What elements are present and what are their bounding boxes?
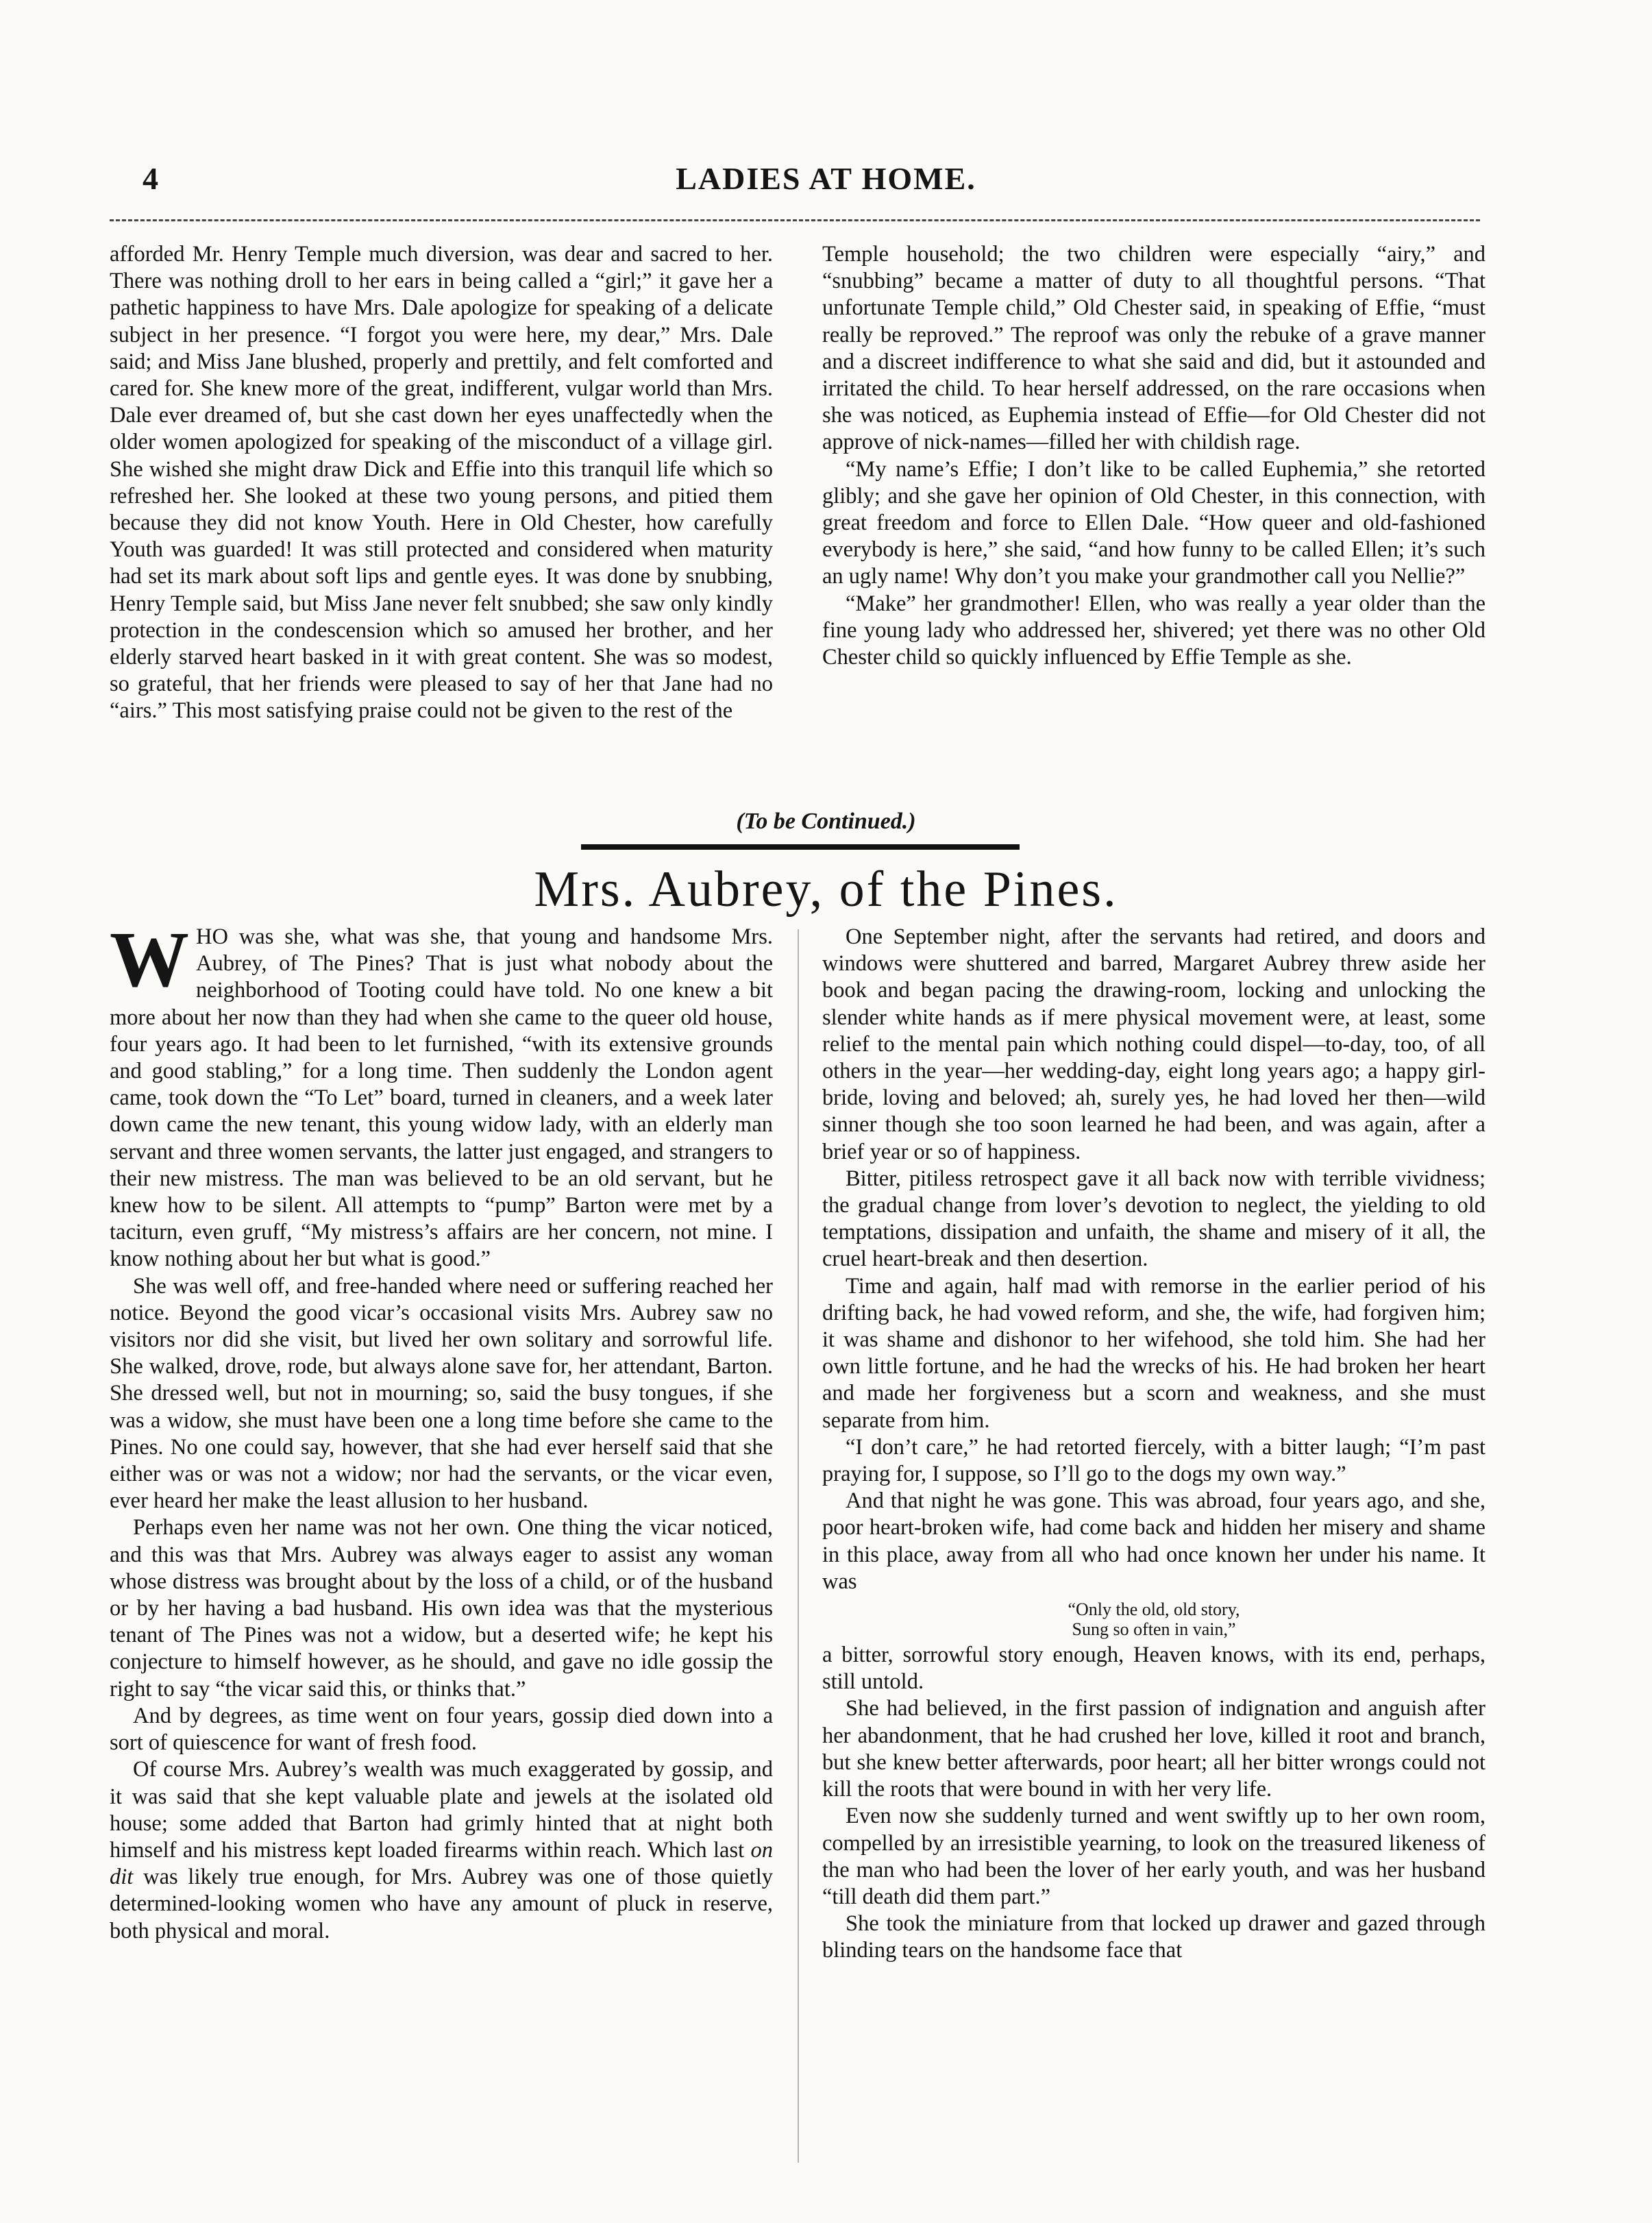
paragraph: [110, 1756, 773, 1944]
article-column-right: [822, 924, 1485, 1965]
paragraph: Even now she suddenly turned and went swiftly up to her own room, compelled by an irresistible yearning, to look on the treasured likeness of the man who had been the lover of her early youth, and was her husband “till death did them part.”: [822, 1804, 1485, 1909]
page-number: 4: [143, 161, 158, 196]
to-be-continued: (To be Continued.): [736, 809, 916, 834]
verse-quote: [822, 1599, 1485, 1639]
paragraph: afforded Mr. Henry Temple much diversion, was dear and sacred to her. There was nothing droll to her ears in being called a “girl;” it gave her a pathetic happiness to have Mrs. Dale apologize for speaking of a delicate subject in her presence. “I forgot you were here, my dear,” Mrs. Dale said; and Miss Jane blushed, properly and prettily, and felt comforted and cared for. She knew more of the great, indifferent, vulgar world than Mrs. Dale ever dreamed of, but she cast down her eyes unaffectedly when the older women apologized for speaking of the misconduct of a village girl. She wished she might draw Dick and Effie into this tranquil life which so refreshed her. She looked at these two young persons, and pitied them because they did not know Youth. Here in Old Chester, how carefully Youth was guarded! It was still protected and considered when maturity had set its mark about soft lips and gentle eyes. It was done by snubbing, Henry Temple said, but Miss Jane never felt snubbed; she saw only kindly protection in the condescension which so amused her brother, and her elderly starved heart basked in it with great content. She was so modest, so grateful, that her friends were pleased to say of her that Jane had no “airs.” This most satisfying praise could not be given to the rest of the: [110, 242, 773, 724]
article-column-left: [110, 916, 773, 1945]
paragraph: a bitter, sorrowful story enough, Heaven knows, with its end, perhaps, still untold.: [822, 1643, 1485, 1695]
paragraph: One September night, after the servants had retired, and doors and windows were shuttered and barred, Margaret Aubrey threw aside her book and began pacing the drawing-room, locking and unlocking the slender white hands as if mere physical movement were, at least, some relief to the mental pain which nothing could dispel—to-day, too, of all others in the year—her wedding-day, eight long years ago; a happy girl-bride, loving and beloved; ah, surely yes, he had loved her then—wild sinner though she too soon learned he had been, and was again, after a brief year or so of happiness.: [822, 924, 1485, 1164]
verse-line: Sung so often in vain,”: [1072, 1619, 1236, 1640]
paragraph: [110, 916, 773, 1273]
paragraph: And that night he was gone. This was abroad, four years ago, and she, poor heart-broken wife, had come back and hidden her misery and shame in this place, away from all who had once known her under his name. It was: [822, 1488, 1485, 1594]
paragraph: Temple household; the two children were especially “airy,” and “snubbing” became a matter of duty to all thoughtful persons. “That unfortunate Temple child,” Old Chester said, in speaking of Effie, “must really be reproved.” The reproof was only the rebuke of a grave manner and a discreet indifference to what she said and did, but it astounded and irritated the child. To hear herself addressed, on the rare occasions when she was noticed, as Euphemia instead of Effie—for Old Chester did not approve of nick-names—filled her with childish rage.: [822, 242, 1485, 455]
paragraph-text: Of course Mrs. Aubrey’s wealth was much exaggerated by gossip, and it was said that she kept valuable plate and jewels at the isolated old house; some added that Barton had grimly hinted that at night both himself and his mistress kept loaded firearms within reach. Which last: [110, 1757, 773, 1863]
paragraph-text: HO was she, what was she, that young and handsome Mrs. Aubrey, of The Pines? That is just what nobody about the neighborhood of Tooting could have told. No one knew a bit more about her now than they had when she came to the queer old house, four years ago. It had been to let furnished, “with its extensive grounds and good stabling,” for a long time. Then suddenly the London agent came, took down the “To Let” board, turned in cleaners, and a week later down came the new tenant, this young widow lady, with an elderly man servant and three women servants, the latter just engaged, and strangers to their new mistress. The man was believed to be an old servant, but he knew how to be silent. All attempts to “pump” Barton were met by a taciturn, even gruff, “My mistress’s affairs are her concern, not mine. I know nothing about her but what is good.”: [110, 924, 773, 1272]
paragraph: She had believed, in the first passion of indignation and anguish after her abandonment, that he had crushed her love, killed it root and branch, but she knew better afterwards, poor heart; all her bitter wrongs could not kill the roots that were bound in with her very life.: [822, 1696, 1485, 1802]
paragraph: Time and again, half mad with remorse in the earlier period of his drifting back, he had vowed reform, and she, the wife, had forgiven him; it was shame and dishonor to her wifehood, she told him. She had her own little fortune, and he had the wrecks of his. He had broken her heart and made her forgiveness but a scorn and weakness, and she must separate from him.: [822, 1273, 1485, 1433]
article-title: Mrs. Aubrey, of the Pines.: [534, 861, 1118, 918]
paragraph: And by degrees, as time went on four years, gossip died down into a sort of quiescence for want of fresh food.: [110, 1703, 773, 1756]
paragraph: She was well off, and free-handed where need or suffering reached her notice. Beyond the good vicar’s occasional visits Mrs. Aubrey saw no visitors nor did she visit, but lived her own solitary and sorrowful life. She walked, drove, rode, but always alone save for, her attendant, Barton. She dressed well, but not in mourning; so, said the busy tongues, if she was a widow, she must have been one a long time before she came to the Pines. No one could say, however, that she had ever herself said that she either was or was not a widow; nor had the servants, or the vicar even, ever heard her make the least allusion to her husband.: [110, 1273, 773, 1514]
italic-phrase: on dit: [110, 1837, 773, 1890]
paragraph: She took the miniature from that locked up drawer and gazed through blinding tears on the handsome face that: [822, 1911, 1485, 1963]
paragraph: Perhaps even her name was not her own. One thing the vicar noticed, and this was that Mrs. Aubrey was always eager to assist any woman whose distress was brought about by the loss of a child, or of the husband or by her having a bad husband. His own idea was that the mysterious tenant of The Pines was not a widow, but a deserted wife; he kept his conjecture to himself however, as he should, and gave no idle gossip the right to say “the vicar said this, or thinks that.”: [110, 1515, 773, 1702]
column-divider: [798, 929, 799, 2163]
header-rule: [110, 219, 1480, 221]
verse-line: “Only the old, old story,: [1068, 1599, 1240, 1620]
drop-cap: W: [110, 916, 189, 1004]
paragraph: “My name’s Effie; I don’t like to be called Euphemia,” she retorted glibly; and she gave her opinion of Old Chester, in this connection, with great freedom and force to Ellen Dale. “How queer and old-fashioned everybody is here,” she said, “and how funny to be called Ellen; it’s such an ugly name! Why don’t you make your grandmother call you Nellie?”: [822, 456, 1485, 589]
paragraph: “Make” her grandmother! Ellen, who was really a year older than the fine young lady who addressed her, shivered; yet there was no other Old Chester child so quickly influenced by Effie Temple as she.: [822, 591, 1485, 670]
running-title: LADIES AT HOME.: [676, 161, 976, 196]
paragraph-text: was likely true enough, for Mrs. Aubrey was one of those quietly determined-looking women who have any amount of pluck in reserve, both physical and moral.: [110, 1865, 773, 1943]
section-rule: [581, 844, 1020, 850]
paragraph: “I don’t care,” he had retorted fiercely, with a bitter laugh; “I’m past praying for, I suppose, so I’ll go to the dogs my own way.”: [822, 1434, 1485, 1487]
serial-column-right: [822, 241, 1485, 671]
serial-column-left: [110, 241, 773, 725]
paragraph: Bitter, pitiless retrospect gave it all back now with terrible vividness; the gradual change from lover’s devotion to neglect, the yielding to old temptations, dissipation and unfaith, the shame and misery of it all, the cruel heart-break and then desertion.: [822, 1166, 1485, 1272]
